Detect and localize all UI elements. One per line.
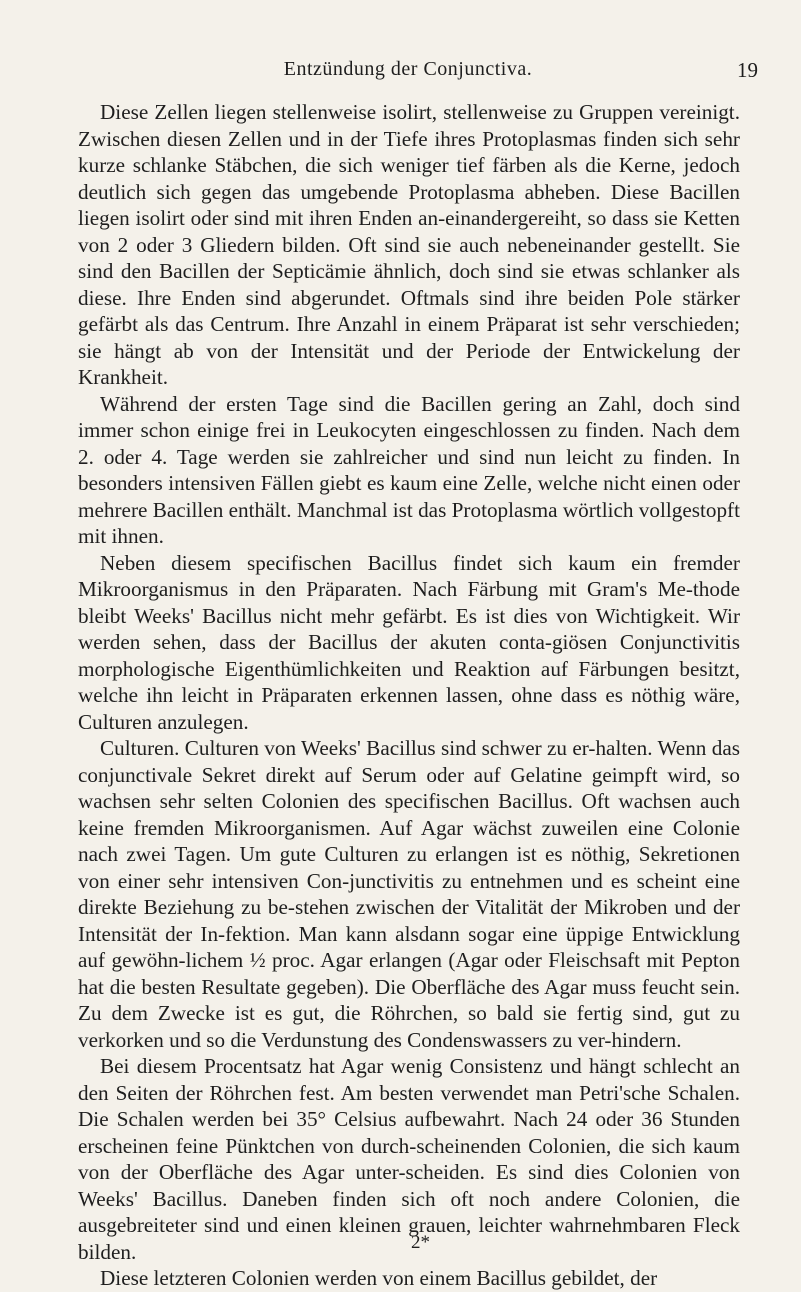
printer-signature: 2* <box>411 1232 430 1253</box>
paragraph-5: Bei diesem Procentsatz hat Agar wenig Consistenz und hängt schlecht an den Seiten der Röhrchen fest. Am besten verwendet man Petri'sche Schalen. Die Schalen werden bei 35° Celsius aufbewahrt. Nach 24 oder 36 Stunden erscheinen feine Pünktchen von durch-scheinenden Colonien, die sich kaum von der Oberfläche des Agar unter-scheiden. Es sind dies Colonien von Weeks' Bacillus. Daneben finden sich oft noch andere Colonien, die ausgebreiteter sind und einen kleinen grauen, leichter wahrnehmbaren Fleck bilden. <box>78 1054 740 1264</box>
page-number: 19 <box>737 58 758 82</box>
running-title: Entzündung der Conjunctiva. <box>283 58 533 80</box>
paragraph-4: Culturen. Culturen von Weeks' Bacillus sind schwer zu er-halten. Wenn das conjunctivale Sekret direkt auf Serum oder auf Gelatine geimpft wird, so wachsen sehr selten Colonien des specifischen Bacillus. Oft wachsen auch keine fremden Mikroorganismen. Auf Agar wächst zuweilen eine Colonie nach zwei Tagen. Um gute Culturen zu erlangen ist es nöthig, Sekretionen von einer sehr intensiven Con-junctivitis zu entnehmen und es scheint eine direkte Beziehung zu be-stehen zwischen der Vitalität der Mikroben und der Intensität der In-fektion. Man kann alsdann sogar eine üppige Entwicklung auf gewöhn-lichem ½ proc. Agar erlangen (Agar oder Fleischsaft mit Pepton hat die besten Resultate gegeben). Die Oberfläche des Agar muss feucht sein. Zu dem Zwecke ist es gut, die Röhrchen, so bald sie fertig sind, gut zu verkorken und so die Verdunstung des Condenswassers zu ver-hindern. <box>78 736 740 1052</box>
paragraph-6: Diese letzteren Colonien werden von einem Bacillus gebildet, der <box>100 1266 658 1290</box>
paragraph-3: Neben diesem specifischen Bacillus findet sich kaum ein fremder Mikroorganismus in den Präparaten. Nach Färbung mit Gram's Me-thode bleibt Weeks' Bacillus nicht mehr gefärbt. Es ist dies von Wichtigkeit. Wir werden sehen, dass der Bacillus der akuten conta-giösen Conjunctivitis morphologische Eigenthümlichkeiten und Reaktion auf Färbungen besitzt, welche ihn leicht in Präparaten erkennen lassen, ohne dass es nöthig wäre, Culturen anzulegen. <box>78 550 740 734</box>
paragraph-2: Während der ersten Tage sind die Bacillen gering an Zahl, doch sind immer schon einige frei in Leukocyten eingeschlossen zu finden. Nach dem 2. oder 4. Tage werden sie zahlreicher und sind nun leicht zu finden. In besonders intensiven Fällen giebt es kaum eine Zelle, welche nicht einen oder mehrere Bacillen enthält. Manchmal ist das Protoplasma wörtlich vollgestopft mit ihnen. <box>78 391 740 548</box>
paragraph-1: Diese Zellen liegen stellenweise isolirt, stellenweise zu Gruppen vereinigt. Zwischen diesen Zellen und in der Tiefe ihres Protoplasmas finden sich sehr kurze schlanke Stäbchen, die sich weniger tief färben als die Kerne, jedoch deutlich sich gegen das umgebende Protoplasma abheben. Diese Bacillen liegen isolirt oder sind mit ihren Enden an-einandergereiht, so dass sie Ketten von 2 oder 3 Gliedern bilden. Oft sind sie auch nebeneinander gestellt. Sie sind den Bacillen der Septicämie ähnlich, doch sind sie etwas schlanker als diese. Ihre Enden sind abgerundet. Oftmals sind ihre beiden Pole stärker gefärbt als das Centrum. Ihre Anzahl in einem Präparat ist sehr verschieden; sie hängt ab von der Intensität und der Periode der Entwickelung der Krankheit. <box>78 100 740 389</box>
body-text <box>78 99 740 1292</box>
running-head <box>58 58 758 84</box>
